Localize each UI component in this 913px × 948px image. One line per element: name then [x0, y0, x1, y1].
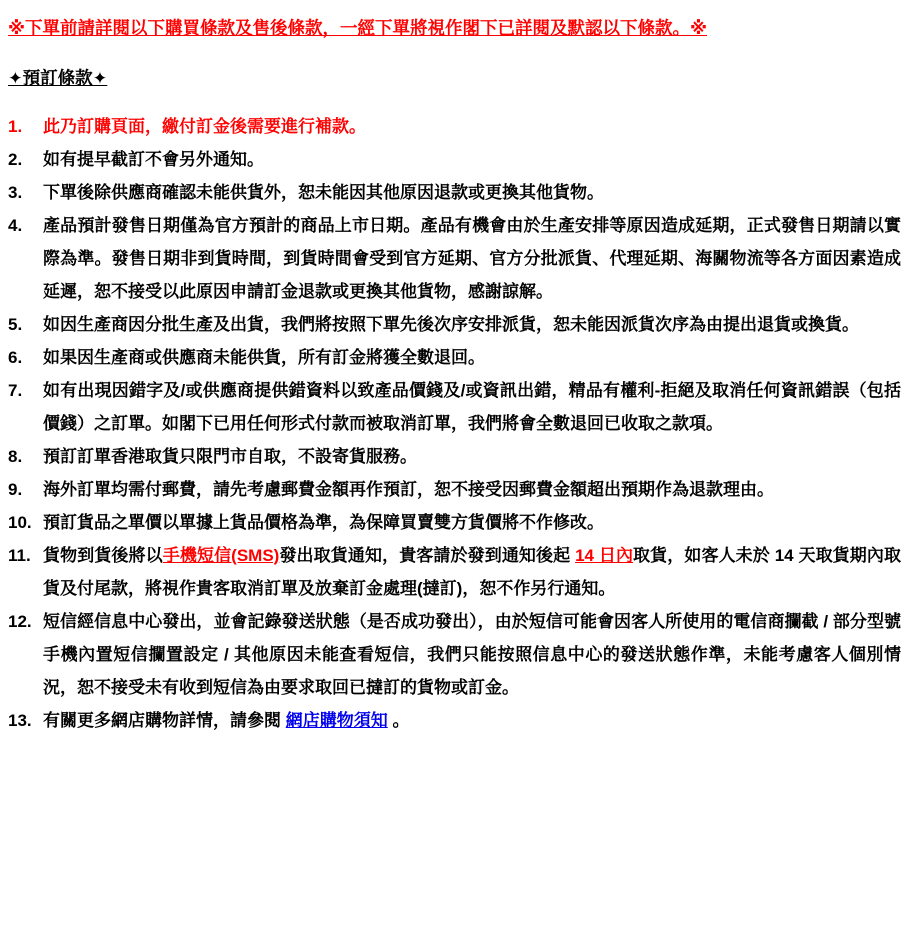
term-segment: 預訂貨品之單價以單據上貨品價格為準，為保障買賣雙方貨價將不作修改。 [43, 513, 604, 532]
term-segment: 取貨，如客人未於 14 天取貨期內取貨及付尾款，將視作貴客取消訂單及放棄訂金處理(撻訂)，恕不作另行通知。 [43, 546, 901, 598]
term-item-1 [8, 110, 901, 143]
term-text [43, 539, 901, 605]
term-number: 7. [8, 381, 23, 400]
term-item-7 [8, 374, 901, 440]
term-item-13 [8, 704, 901, 737]
term-item-6 [8, 341, 901, 374]
term-segment: 如有出現因錯字及/或供應商提供錯資料以致產品價錢及/或資訊出錯，精品有權利-拒絕及取消任何資訊錯誤（包括價錢）之訂單。如閣下已用任何形式付款而被取消訂單，我們將會全數退回已收取之款項。 [43, 381, 901, 433]
term-text [43, 176, 901, 209]
term-item-12 [8, 605, 901, 704]
term-segment: 如因生產商因分批生產及出貨，我們將按照下單先後次序安排派貨，恕未能因派貨次序為由提出退貨或換貨。 [43, 315, 859, 334]
term-segment: 產品預計發售日期僅為官方預計的商品上市日期。產品有機會由於生產安排等原因造成延期，正式發售日期請以實際為準。發售日期非到貨時間，到貨時間會受到官方延期、官方分批派貨、代理延期、海關物流等各方面因素造成延遲，恕不接受以此原因申請訂金退款或更換其他貨物，感謝諒解。 [43, 216, 901, 301]
page-title: ※下單前請詳閱以下購買條款及售後條款，一經下單將視作閣下已詳閱及默認以下條款。※ [8, 18, 708, 38]
term-item-4 [8, 209, 901, 308]
term-text [43, 605, 901, 704]
term-number: 3. [8, 183, 23, 202]
term-segment: 發出取貨通知，貴客請於發到通知後起 [279, 546, 576, 565]
term-text [43, 506, 901, 539]
term-text [43, 143, 901, 176]
term-number: 2. [8, 150, 23, 169]
term-text [43, 374, 901, 440]
term-segment: 海外訂單均需付郵費，請先考慮郵費金額再作預訂，恕不接受因郵費金額超出預期作為退款理由。 [43, 480, 774, 499]
term-item-11 [8, 539, 901, 605]
term-segment: 如果因生產商或供應商未能供貨，所有訂金將獲全數退回。 [43, 348, 485, 367]
section-header-preorder-terms: ✦預訂條款✦ [8, 68, 108, 88]
term-segment: 下單後除供應商確認未能供貨外，恕未能因其他原因退款或更換其他貨物。 [43, 183, 604, 202]
term-number: 1. [8, 117, 23, 136]
term-number: 11. [8, 546, 31, 565]
term-text [43, 704, 901, 737]
shop-notice-link[interactable]: 網店購物須知 [285, 711, 388, 730]
term-number: 9. [8, 480, 23, 499]
highlight-text: 14 日內 [575, 546, 634, 565]
term-text [43, 308, 901, 341]
term-item-2 [8, 143, 901, 176]
term-number: 12. [8, 612, 32, 631]
term-segment: 。 [387, 711, 410, 730]
term-number: 5. [8, 315, 23, 334]
term-segment: 預訂訂單香港取貨只限門市自取，不設寄貨服務。 [43, 447, 417, 466]
term-segment: 如有提早截訂不會另外通知。 [43, 150, 264, 169]
term-number: 10. [8, 513, 32, 532]
term-item-5 [8, 308, 901, 341]
term-item-8 [8, 440, 901, 473]
term-text [43, 110, 901, 143]
term-segment: 貨物到貨後將以 [43, 546, 163, 565]
highlight-text: 手機短信(SMS) [162, 546, 280, 565]
term-item-3 [8, 176, 901, 209]
term-item-10 [8, 506, 901, 539]
term-number: 6. [8, 348, 23, 367]
term-text [43, 341, 901, 374]
term-segment: 有關更多網店購物詳情，請參閱 [43, 711, 286, 730]
term-segment: 此乃訂購頁面，繳付訂金後需要進行補款。 [43, 117, 366, 136]
term-number: 13. [8, 711, 32, 730]
term-text [43, 473, 901, 506]
term-text [43, 440, 901, 473]
term-text [43, 209, 901, 308]
term-item-9 [8, 473, 901, 506]
terms-list [8, 110, 901, 737]
term-number: 4. [8, 216, 23, 235]
term-segment: 短信經信息中心發出，並會記錄發送狀態（是否成功發出），由於短信可能會因客人所使用的電信商攔截 / 部分型號手機內置短信攔置設定 / 其他原因未能查看短信，我們只能按照信息中心的發送狀態作準，未能考慮客人個別情況，恕不接受未有收到短信為由要求取回已撻訂的貨物或訂金。 [43, 612, 901, 697]
term-number: 8. [8, 447, 23, 466]
